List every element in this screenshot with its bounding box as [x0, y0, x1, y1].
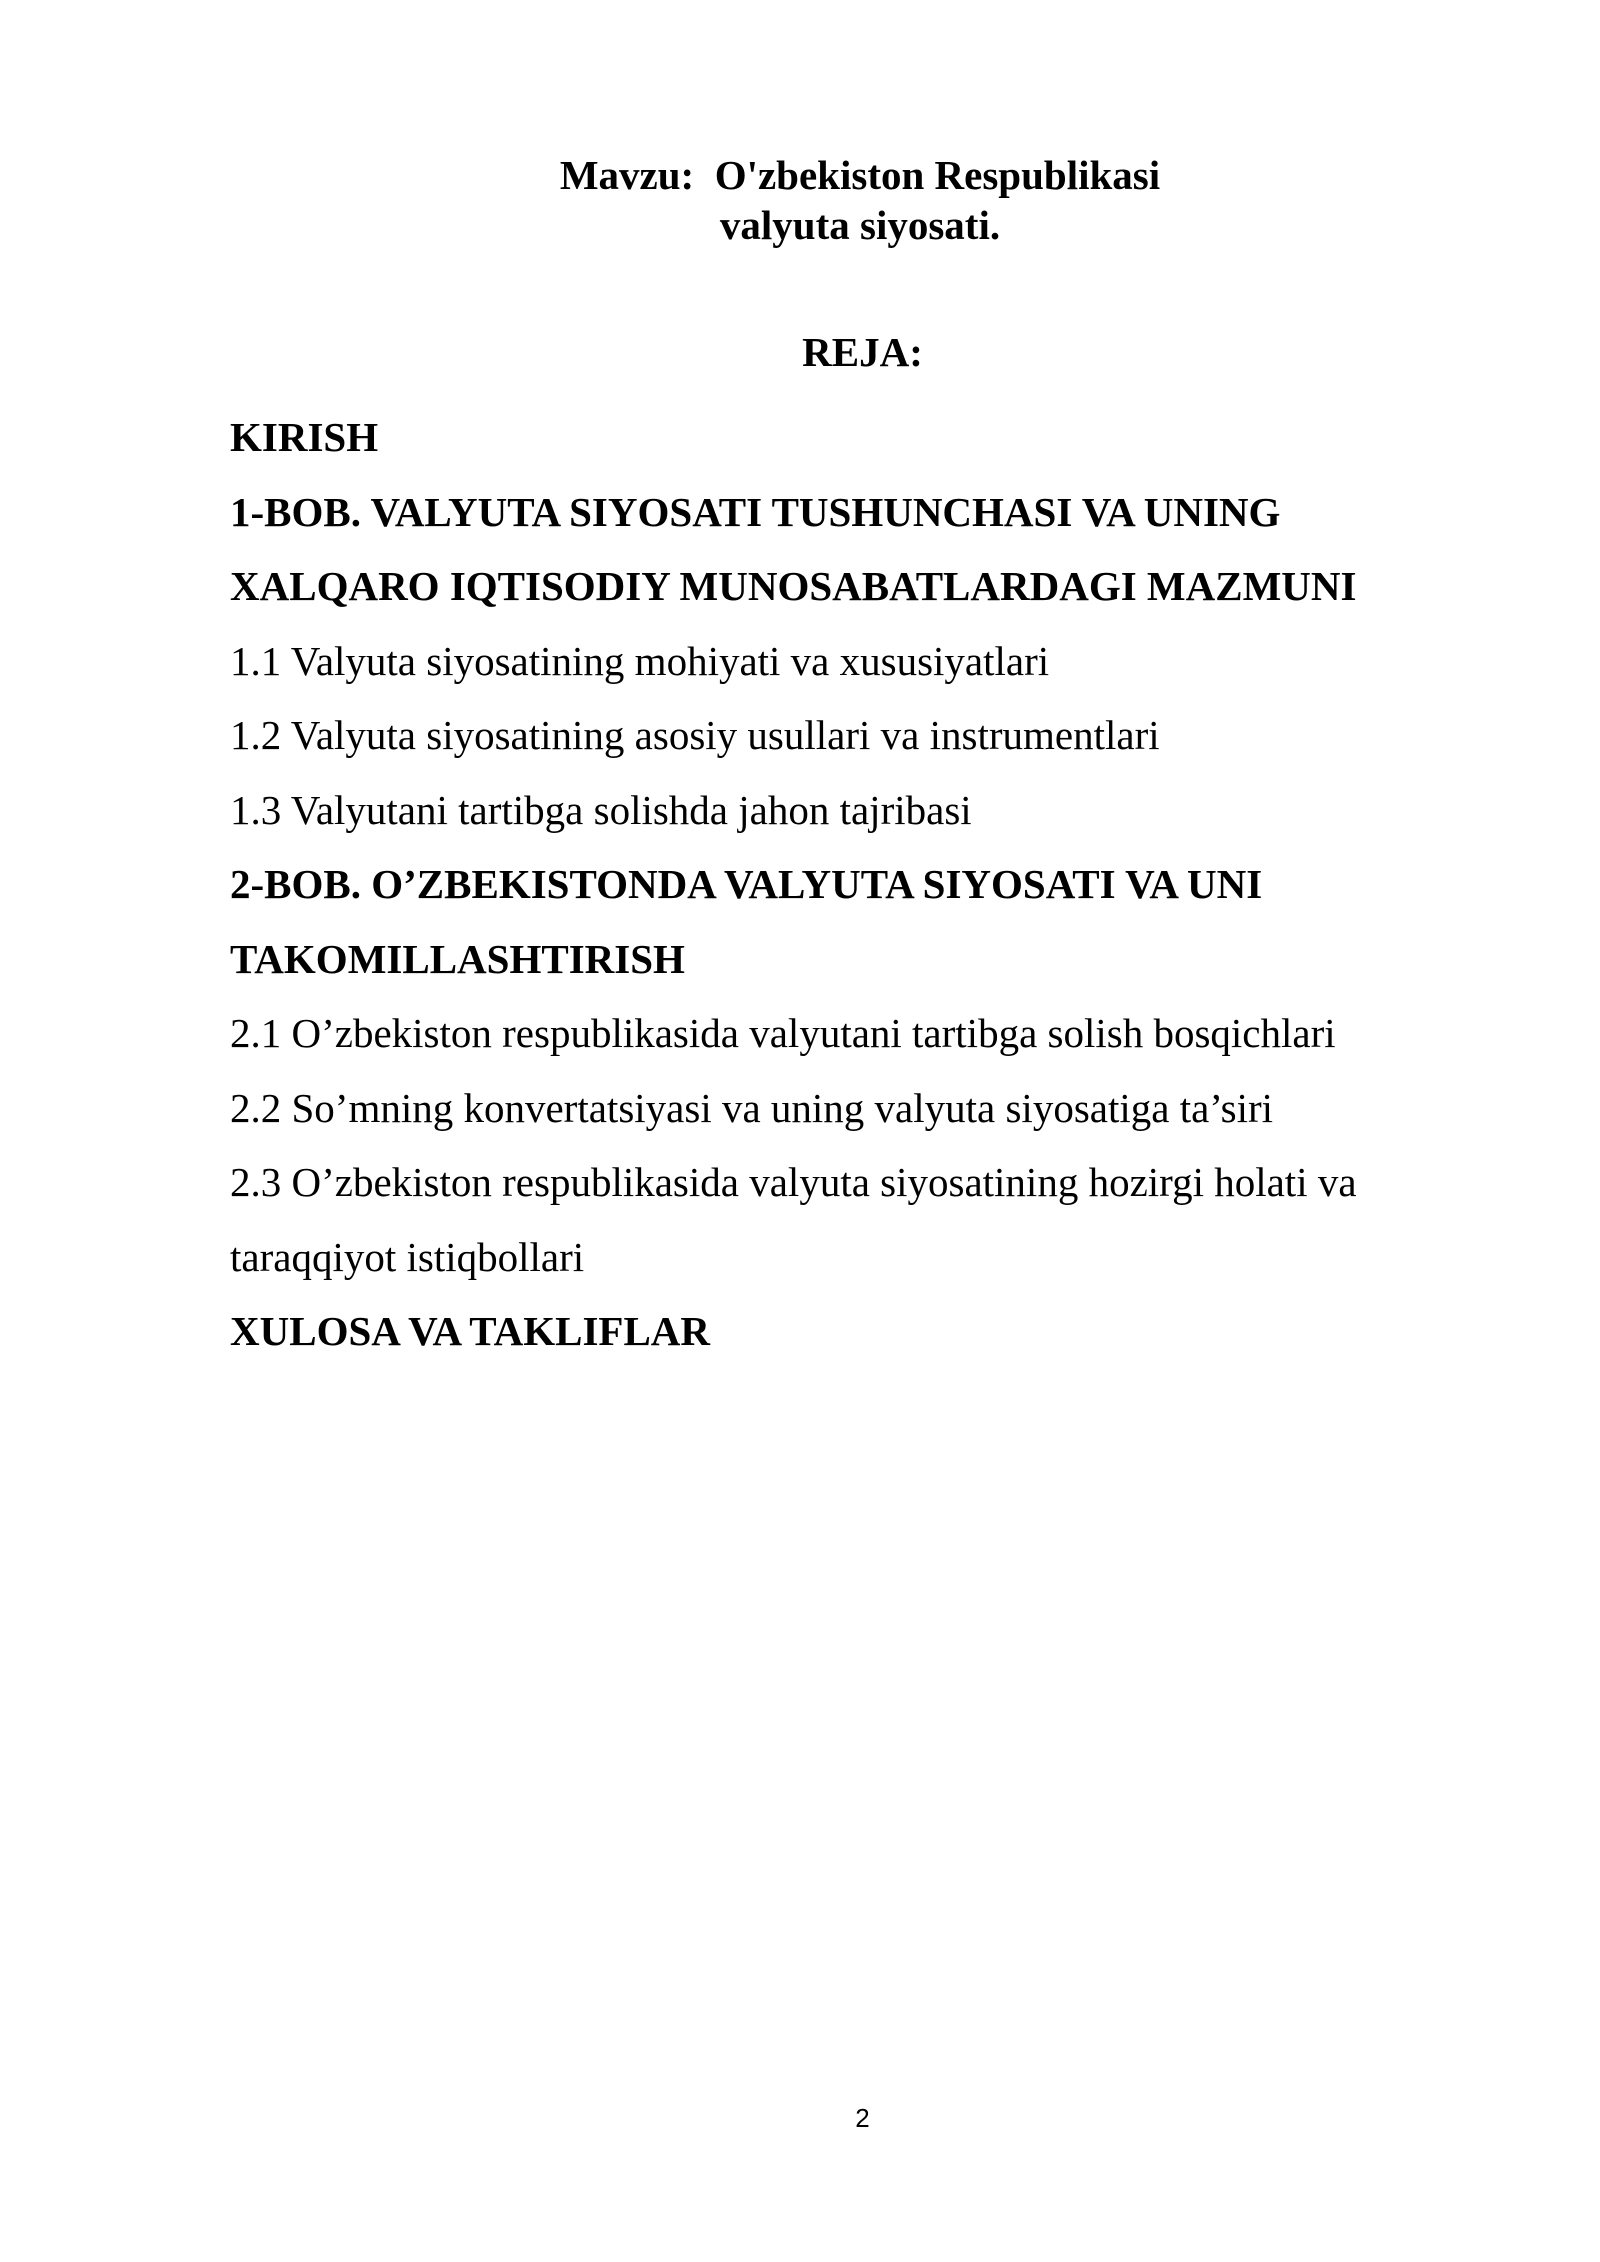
- toc-line: TAKOMILLASHTIRISH: [230, 935, 685, 982]
- toc-line: 1.1 Valyuta siyosatining mohiyati va xususiyatlari: [230, 637, 1050, 684]
- toc-line: taraqqiyot istiqbollari: [230, 1233, 585, 1280]
- toc-line: XALQARO IQTISODIY MUNOSABATLARDAGI MAZMUNI: [230, 563, 1357, 609]
- page-number: 2: [855, 2103, 870, 2133]
- document-title: [0, 150, 1600, 250]
- toc-line: 1.2 Valyuta siyosatining asosiy usullari va instrumentlari: [230, 712, 1160, 758]
- table-of-contents: [230, 400, 1480, 1369]
- toc-line: KIRISH: [230, 414, 379, 460]
- toc-line: 2-BOB. O’ZBEKISTONDA VALYUTA SIYOSATI VA UNI: [230, 861, 1263, 907]
- toc-line: 2.3 O’zbekiston respublikasida valyuta siyosatining hozirgi holati va: [230, 1159, 1357, 1205]
- toc-line: 1.3 Valyutani tartibga solishda jahon tajribasi: [230, 786, 972, 833]
- toc-line: 2.2 So’mning konvertatsiyasi va uning valyuta siyosatiga ta’siri: [230, 1084, 1274, 1131]
- toc-line: XULOSA VA TAKLIFLAR: [230, 1308, 711, 1354]
- title-line: valyuta siyosati.: [719, 202, 1001, 248]
- toc-line: 1-BOB. VALYUTA SIYOSATI TUSHUNCHASI VA UNING: [230, 488, 1281, 535]
- title-line: Mavzu: O'zbekiston Respublikasi: [559, 152, 1161, 198]
- toc-line: 2.1 O’zbekiston respublikasida valyutani tartibga solish bosqichlari: [230, 1010, 1336, 1056]
- plan-heading: REJA:: [802, 329, 923, 375]
